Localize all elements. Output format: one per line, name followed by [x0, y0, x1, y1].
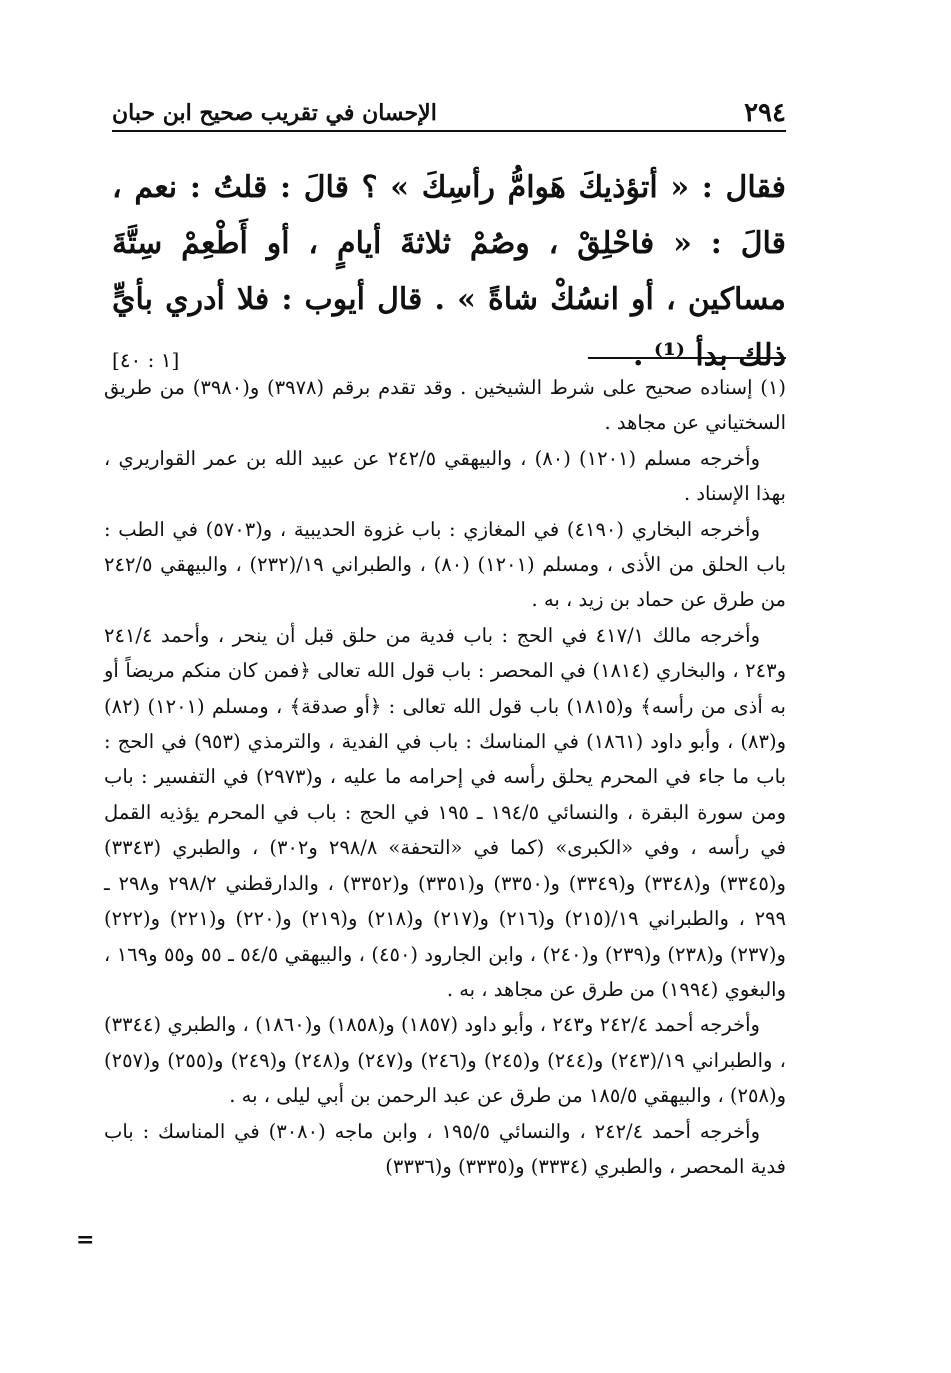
running-title: الإحسان في تقريب صحيح ابن حبان [112, 100, 437, 126]
continuation-mark: = [76, 1227, 95, 1253]
footnote-paragraph: وأخرجه مسلم (١٢٠١) (٨٠) ، والبيهقي ٢٤٢/٥ عن عبيد الله بن عمر القواريري ، بهذا الإسناد . [104, 446, 786, 506]
hadith-text [112, 160, 786, 388]
footnote-paragraph: وأخرجه مالك ٤١٧/١ في الحج : باب فدية من حلق قبل أن ينحر ، وأحمد ٢٤١/٤ و٢٤٣ ، والبخاري (١٨١٤) في المحصر : باب قول الله تعالى ﴿فمن كان منكم مريضاً أو به أذى من رأسه﴾ و(١٨١٥) باب قول الله تعالى : ﴿أو صدقة﴾ ، ومسلم (١٢٠١) (٨٢) و(٨٣) ، وأبو داود (١٨٦١) في المناسك : باب في الفدية ، والترمذي (٩٥٣) في الحج : باب ما جاء في المحرم يحلق رأسه في إحرامه ما عليه ، و(٢٩٧٣) في التفسير : باب ومن سورة البقرة ، والنسائي ١٩٤/٥ ـ ١٩٥ في الحج : باب في المحرم يؤذيه القمل في رأسه ، وفي «الكبرى» (كما في «التحفة» ٢٩٨/٨ و٣٠٢) ، والطبري (٣٣٤٣) و(٣٣٤٥) و(٣٣٤٨) و(٣٣٤٩) و(٣٣٥٠) و(٣٣٥١) و(٣٣٥٢) ، والدارقطني ٢٩٨/٢ و٢٩٨ ـ ٢٩٩ ، والطبراني ١٩/(٢١٥) و(٢١٦) و(٢١٧) و(٢١٨) و(٢١٩) و(٢٢٠) و(٢٢١) و(٢٢٢) و(٢٣٧) و(٢٣٨) و(٢٣٩) و(٢٤٠) ، وابن الجارود (٤٥٠) ، والبيهقي ٥٤/٥ ـ ٥٥ و٥٥ و١٦٩ ، والبغوي (١٩٩٤) من طرق عن مجاهد ، به . [104, 623, 787, 1001]
footnote-paragraph: وأخرجه البخاري (٤١٩٠) في المغازي : باب غزوة الحديبية ، و(٥٧٠٣) في الطب : باب الحلق من الأذى ، ومسلم (١٢٠١) (٨٠) ، والطبراني ١٩/(٢٣٢) ، والبيهقي ٢٤٢/٥ من طرق عن حماد بن زيد ، به . [104, 517, 786, 612]
footnotes [104, 370, 786, 1184]
hadith-body: فقال : « أتؤذيكَ هَوامُّ رأسِكَ » ؟ قالَ : قلتُ : نعم ، قالَ : « فاحْلِقْ ، وصُمْ ثلاثةَ أيامٍ ، أو أَطْعِمْ سِتَّةَ مساكين ، أو انسُكْ شاةً » . قال أيوب : فلا أدري بأيٍّ ذلك بدأ ⁽¹⁾ . [112, 170, 786, 373]
footnote-separator [588, 357, 786, 359]
page-header [112, 96, 786, 132]
footnote-paragraph: وأخرجه أحمد ٢٤٢/٤ و٢٤٣ ، وأبو داود (١٨٥٧) و(١٨٥٨) و(١٨٦٠) ، والطبري (٣٣٤٤) ، والطبراني ١٩/(٢٤٣) و(٢٤٤) و(٢٤٥) و(٢٤٦) و(٢٤٧) و(٢٤٨) و(٢٤٩) و(٢٥٥) و(٢٥٧) و(٢٥٨) ، والبيهقي ١٨٥/٥ من طرق عن عبد الرحمن بن أبي ليلى ، به . [104, 1013, 786, 1108]
page-number: ٢٩٤ [744, 98, 786, 128]
footnote-paragraph: (١) إسناده صحيح على شرط الشيخين . وقد تقدم برقم (٣٩٧٨) و(٣٩٨٠) من طريق السختياني عن مجاهد . [104, 376, 786, 435]
footnote-paragraph: وأخرجه أحمد ٢٤٢/٤ ، والنسائي ١٩٥/٥ ، وابن ماجه (٣٠٨٠) في المناسك : باب فدية المحصر ، والطبري (٣٣٣٤) و(٣٣٣٥) و(٣٣٣٦) [104, 1119, 786, 1178]
reference-marker: [١ : ٤٠] [112, 348, 180, 372]
